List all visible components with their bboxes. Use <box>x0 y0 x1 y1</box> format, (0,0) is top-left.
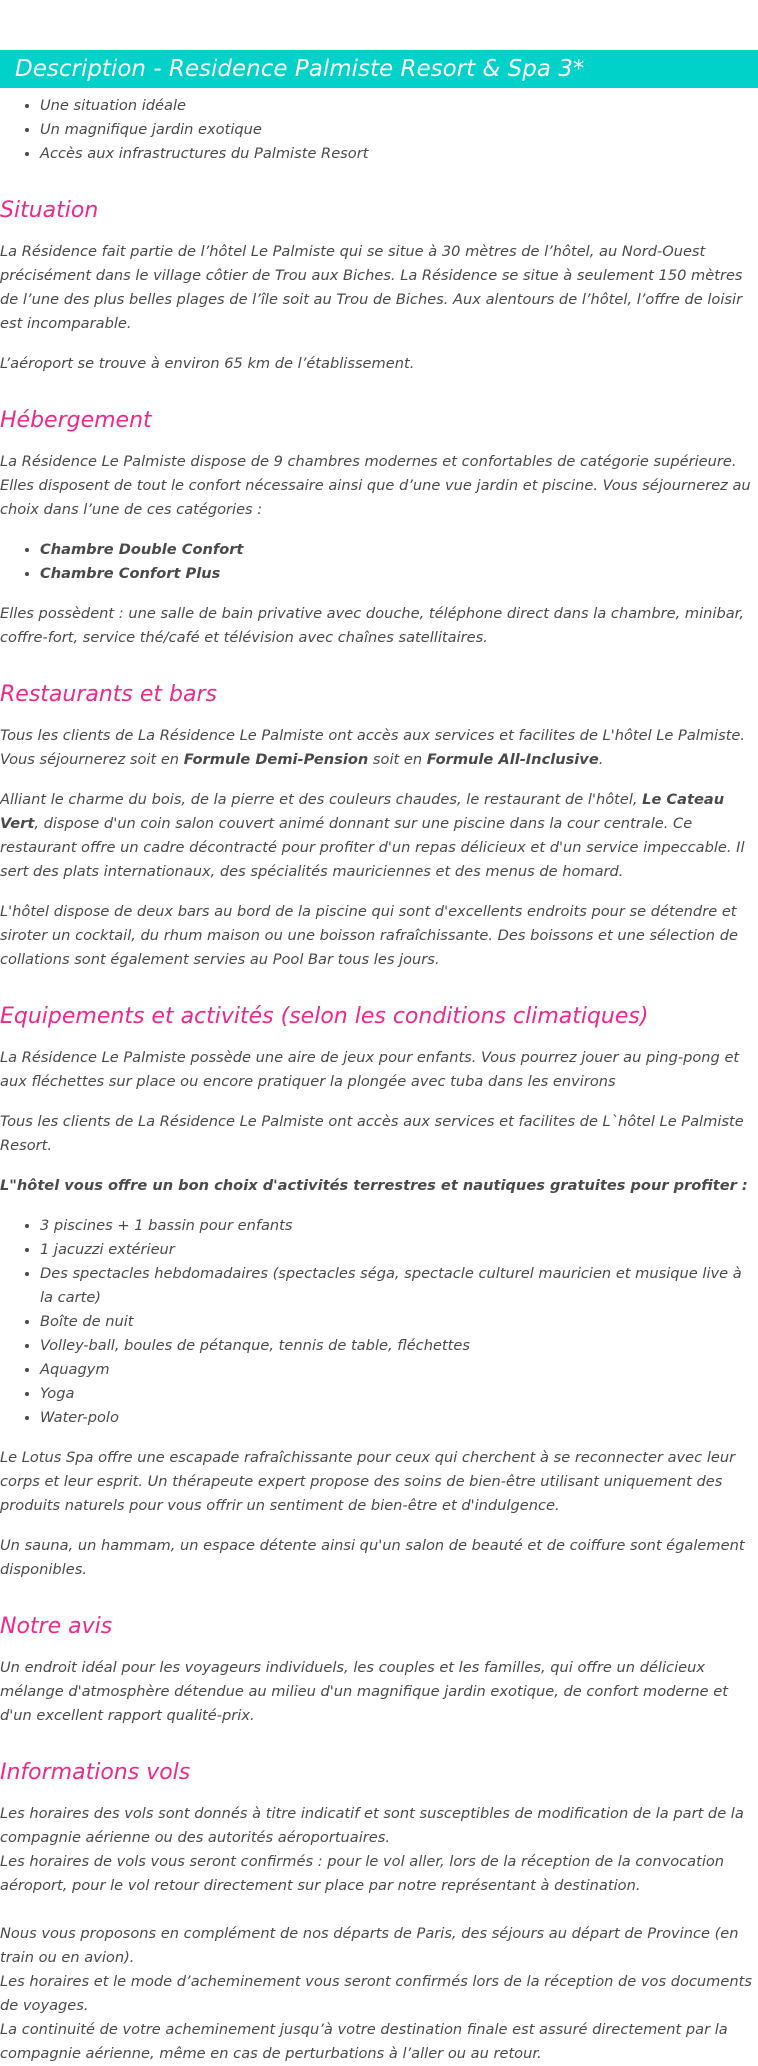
list-item: • Des spectacles hebdomadaires (spectacles séga, spectacle culturel mauricien et musique live à la carte) <box>40 1262 758 1310</box>
section-title: Notre avis <box>0 1614 113 1639</box>
list-item: • Chambre Confort Plus <box>40 562 758 586</box>
list-item: • Boîte de nuit <box>40 1310 758 1334</box>
paragraph: L'hôtel dispose de deux bars au bord de la piscine qui sont d'excellents endroits pour se détendre et siroter un cocktail, du rhum maison ou une boisson rafraîchissante. Des boissons et une sélection de collations sont également servies au Pool Bar tous les jours. <box>0 903 738 968</box>
list-item: • Chambre Double Confort <box>40 538 758 562</box>
section-title: Situation <box>0 198 99 223</box>
paragraph: Nous vous proposons en complément de nos départs de Paris, des séjours au départ de Province (en train ou en avion). <box>0 1925 739 1966</box>
formula-name: Formule Demi-Pension <box>183 751 369 768</box>
paragraph: Elles possèdent : une salle de bain privative avec douche, téléphone direct dans la chambre, minibar, coffre-fort, service thé/café et télévision avec chaînes satellitaires. <box>0 605 744 646</box>
paragraph: Un sauna, un hammam, un espace détente ainsi qu'un salon de beauté et de coiffure sont également disponibles. <box>0 1537 745 1578</box>
list-item: • Volley-ball, boules de pétanque, tennis de table, fléchettes <box>40 1334 758 1358</box>
section-title: Restaurants et bars <box>0 682 217 707</box>
section-vols <box>0 1758 758 2066</box>
paragraph: L"hôtel vous offre un bon choix d'activités terrestres et nautiques gratuites pour profiter : <box>0 1177 748 1194</box>
activities-list <box>0 1214 758 1430</box>
paragraph: La continuité de votre acheminement jusqu’à votre destination finale est assuré directement par la compagnie aérienne, même en cas de perturbations à l’aller ou au retour. <box>0 2021 728 2062</box>
paragraph: La Résidence Le Palmiste dispose de 9 chambres modernes et confortables de catégorie supérieure. Elles disposent de tout le confort nécessaire ainsi que d’une vue jardin et piscine. Vous séjournerez au choix dans l’une de ces catégories : <box>0 453 751 518</box>
list-item: • Accès aux infrastructures du Palmiste Resort <box>40 142 758 166</box>
paragraph: Les horaires de vols vous seront confirmés : pour le vol aller, lors de la réception de la convocation aéroport, pour le vol retour directement sur place par notre représentant à destination. <box>0 1853 725 1894</box>
list-item: • 1 jacuzzi extérieur <box>40 1238 758 1262</box>
paragraph: Alliant le charme du bois, de la pierre et des couleurs chaudes, le restaurant de l'hôtel, Le Cateau Vert, dispose d'un coin salon couvert animé donnant sur une piscine dans la cour centrale. Ce restaurant offre un cadre décontracté pour profiter d'un repas délicieux et d'un service impeccable. Il sert des plats internationaux, des spécialités mauriciennes et des menus de homard. <box>0 791 745 880</box>
section-hebergement <box>0 406 758 650</box>
section-title: Informations vols <box>0 1760 191 1785</box>
paragraph: Les horaires des vols sont donnés à titre indicatif et sont susceptibles de modification de la part de la compagnie aérienne ou des autorités aéroportuaires. <box>0 1805 744 1846</box>
paragraph: Les horaires et le mode d’acheminement vous seront confirmés lors de la réception de vos documents de voyages. <box>0 1973 752 2014</box>
description-banner <box>0 50 758 88</box>
highlights-list <box>0 94 758 166</box>
banner-title: Description - Residence Palmiste Resort & Spa 3* <box>15 56 585 82</box>
paragraph: Tous les clients de La Résidence Le Palmiste ont accès aux services et facilites de L'hôtel Le Palmiste. Vous séjournerez soit en Formule Demi-Pension soit en Formule All-Inclusive. <box>0 727 746 768</box>
paragraph: Un endroit idéal pour les voyageurs individuels, les couples et les familles, qui offre un délicieux mélange d'atmosphère détendue au milieu d'un magnifique jardin exotique, de confort moderne et d'un excellent rapport qualité-prix. <box>0 1659 728 1724</box>
paragraph: L’aéroport se trouve à environ 65 km de l’établissement. <box>0 355 415 372</box>
spacer <box>0 1898 758 1922</box>
section-restaurants <box>0 680 758 972</box>
section-avis <box>0 1612 758 1728</box>
restaurant-name: Le Cateau Vert <box>0 791 725 832</box>
paragraph: Tous les clients de La Résidence Le Palmiste ont accès aux services et facilites de L`hôtel Le Palmiste Resort. <box>0 1113 744 1154</box>
list-item: • Une situation idéale <box>40 94 758 118</box>
section-title: Hébergement <box>0 408 152 433</box>
paragraph: La Résidence Le Palmiste possède une aire de jeux pour enfants. Vous pourrez jouer au ping-pong et aux fléchettes sur place ou encore pratiquer la plongée avec tuba dans les environs <box>0 1049 740 1090</box>
list-item: • 3 piscines + 1 bassin pour enfants <box>40 1214 758 1238</box>
list-item: • Un magnifique jardin exotique <box>40 118 758 142</box>
section-title: Equipements et activités (selon les conditions climatiques) <box>0 1004 649 1029</box>
paragraph: Le Lotus Spa offre une escapade rafraîchissante pour ceux qui cherchent à se reconnecter avec leur corps et leur esprit. Un thérapeute expert propose des soins de bien-être utilisant uniquement des produits naturels pour vous offrir un sentiment de bien-être et d'indulgence. <box>0 1449 736 1514</box>
list-item: • Aquagym <box>40 1358 758 1382</box>
list-item: • Yoga <box>40 1382 758 1406</box>
section-situation <box>0 196 758 376</box>
section-equipements <box>0 1002 758 1582</box>
paragraph: La Résidence fait partie de l’hôtel Le Palmiste qui se situe à 30 mètres de l’hôtel, au Nord-Ouest précisément dans le village côtier de Trou aux Biches. La Résidence se situe à seulement 150 mètres de l’une des plus belles plages de l’île soit au Trou de Biches. Aux alentours de l’hôtel, l’offre de loisir est incomparable. <box>0 243 743 332</box>
rooms-list <box>0 538 758 586</box>
formula-name: Formule All-Inclusive <box>426 751 599 768</box>
list-item: • Water-polo <box>40 1406 758 1430</box>
